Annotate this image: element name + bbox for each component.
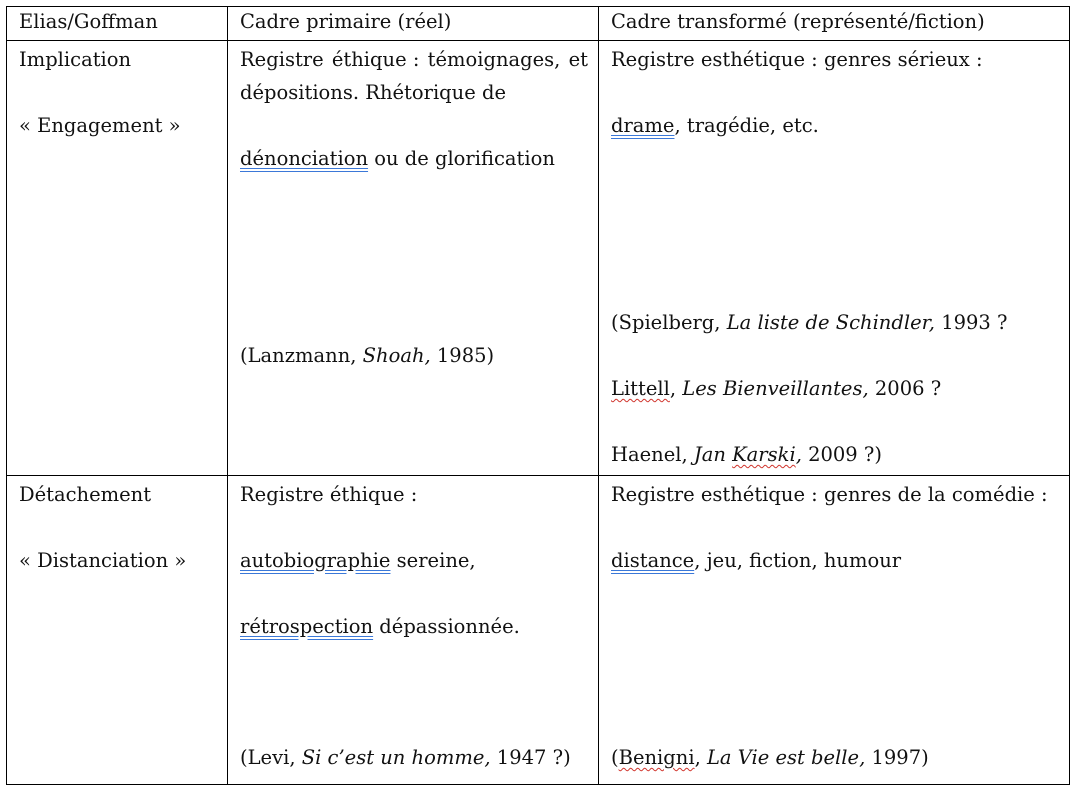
transformed-line-2 — [611, 549, 901, 573]
row-label-cell — [7, 41, 228, 476]
text: (Levi, — [240, 746, 302, 769]
primary-line-3 — [240, 615, 520, 639]
header-cell — [228, 7, 599, 41]
work-title: Les Bienveillantes, — [682, 377, 869, 400]
row-label-cell — [7, 476, 228, 785]
text: 1993 ? — [935, 311, 1008, 334]
primary-example — [240, 344, 494, 368]
primary-line-2: dépositions. Rhétorique de — [240, 81, 506, 104]
header-primary-frame: Cadre primaire (réel) — [240, 10, 452, 33]
primary-line-3 — [240, 147, 555, 171]
text: , jeu, fiction, humour — [694, 549, 902, 572]
text: , — [669, 377, 683, 400]
transformed-example-1 — [611, 311, 1008, 335]
header-transformed-frame: Cadre transformé (représenté/fiction) — [611, 10, 985, 33]
row-label-implication: Implication — [19, 48, 132, 71]
transformed-line-2 — [611, 114, 819, 138]
text: (Spielberg, — [611, 311, 727, 334]
transformed-line-1: Registre esthétique : genres de la comédie : — [611, 483, 1048, 506]
work-title: , — [795, 443, 802, 466]
primary-frame-cell — [228, 41, 599, 476]
transformed-frame-cell — [599, 476, 1070, 785]
text: (Lanzmann, — [240, 344, 363, 367]
word: et — [568, 48, 588, 71]
transformed-frame-cell — [599, 41, 1070, 476]
word: éthique : — [331, 48, 420, 71]
text: ( — [611, 746, 619, 769]
table-header-row — [7, 7, 1070, 41]
header-cell — [7, 7, 228, 41]
work-title: La liste de Schindler, — [726, 311, 936, 334]
word: Registre — [240, 48, 324, 71]
spelling-marked-word[interactable]: Littell — [611, 377, 670, 400]
word: témoignages, — [427, 48, 561, 71]
work-title: La Vie est belle, — [706, 746, 866, 769]
row-term-distanciation: « Distanciation » — [19, 549, 187, 572]
comparison-table — [6, 6, 1070, 785]
primary-example — [240, 746, 571, 770]
text: 1997) — [865, 746, 929, 769]
grammar-marked-word[interactable]: autobiographie — [240, 549, 391, 572]
text: 1947 ?) — [490, 746, 571, 769]
header-elias-goffman: Elias/Goffman — [19, 10, 158, 33]
work-title: Shoah, — [362, 344, 431, 367]
grammar-marked-word[interactable]: drame — [611, 114, 675, 137]
grammar-marked-word[interactable]: dénonciation — [240, 147, 369, 170]
row-term-engagement: « Engagement » — [19, 114, 181, 137]
spelling-marked-word[interactable]: Karski — [732, 443, 796, 466]
header-cell — [599, 7, 1070, 41]
row-label-detachement: Détachement — [19, 483, 152, 506]
spelling-marked-word[interactable]: Benigni — [618, 746, 695, 769]
grammar-marked-word[interactable]: distance — [611, 549, 695, 572]
transformed-line-1: Registre esthétique : genres sérieux : — [611, 48, 983, 71]
primary-line-1 — [240, 48, 588, 72]
transformed-example — [611, 746, 929, 770]
text: Haenel, — [611, 443, 694, 466]
text: sereine, — [390, 549, 476, 572]
text: dépassionnée. — [373, 615, 520, 638]
work-title: Si c’est un homme, — [301, 746, 491, 769]
primary-line-1: Registre éthique : — [240, 483, 418, 506]
text: , tragédie, etc. — [674, 114, 819, 137]
transformed-example-3 — [611, 443, 882, 467]
work-title: Jan — [693, 443, 733, 466]
table-row-detachement — [7, 476, 1070, 785]
grammar-marked-word[interactable]: rétrospection — [240, 615, 374, 638]
primary-line-2 — [240, 549, 476, 573]
text: , — [694, 746, 707, 769]
text: 2009 ?) — [801, 443, 882, 466]
table-row-implication — [7, 41, 1070, 476]
text: ou de glorification — [368, 147, 555, 170]
transformed-example-2 — [611, 377, 941, 401]
text: 2006 ? — [868, 377, 942, 400]
text: 1985) — [430, 344, 495, 367]
primary-frame-cell — [228, 476, 599, 785]
